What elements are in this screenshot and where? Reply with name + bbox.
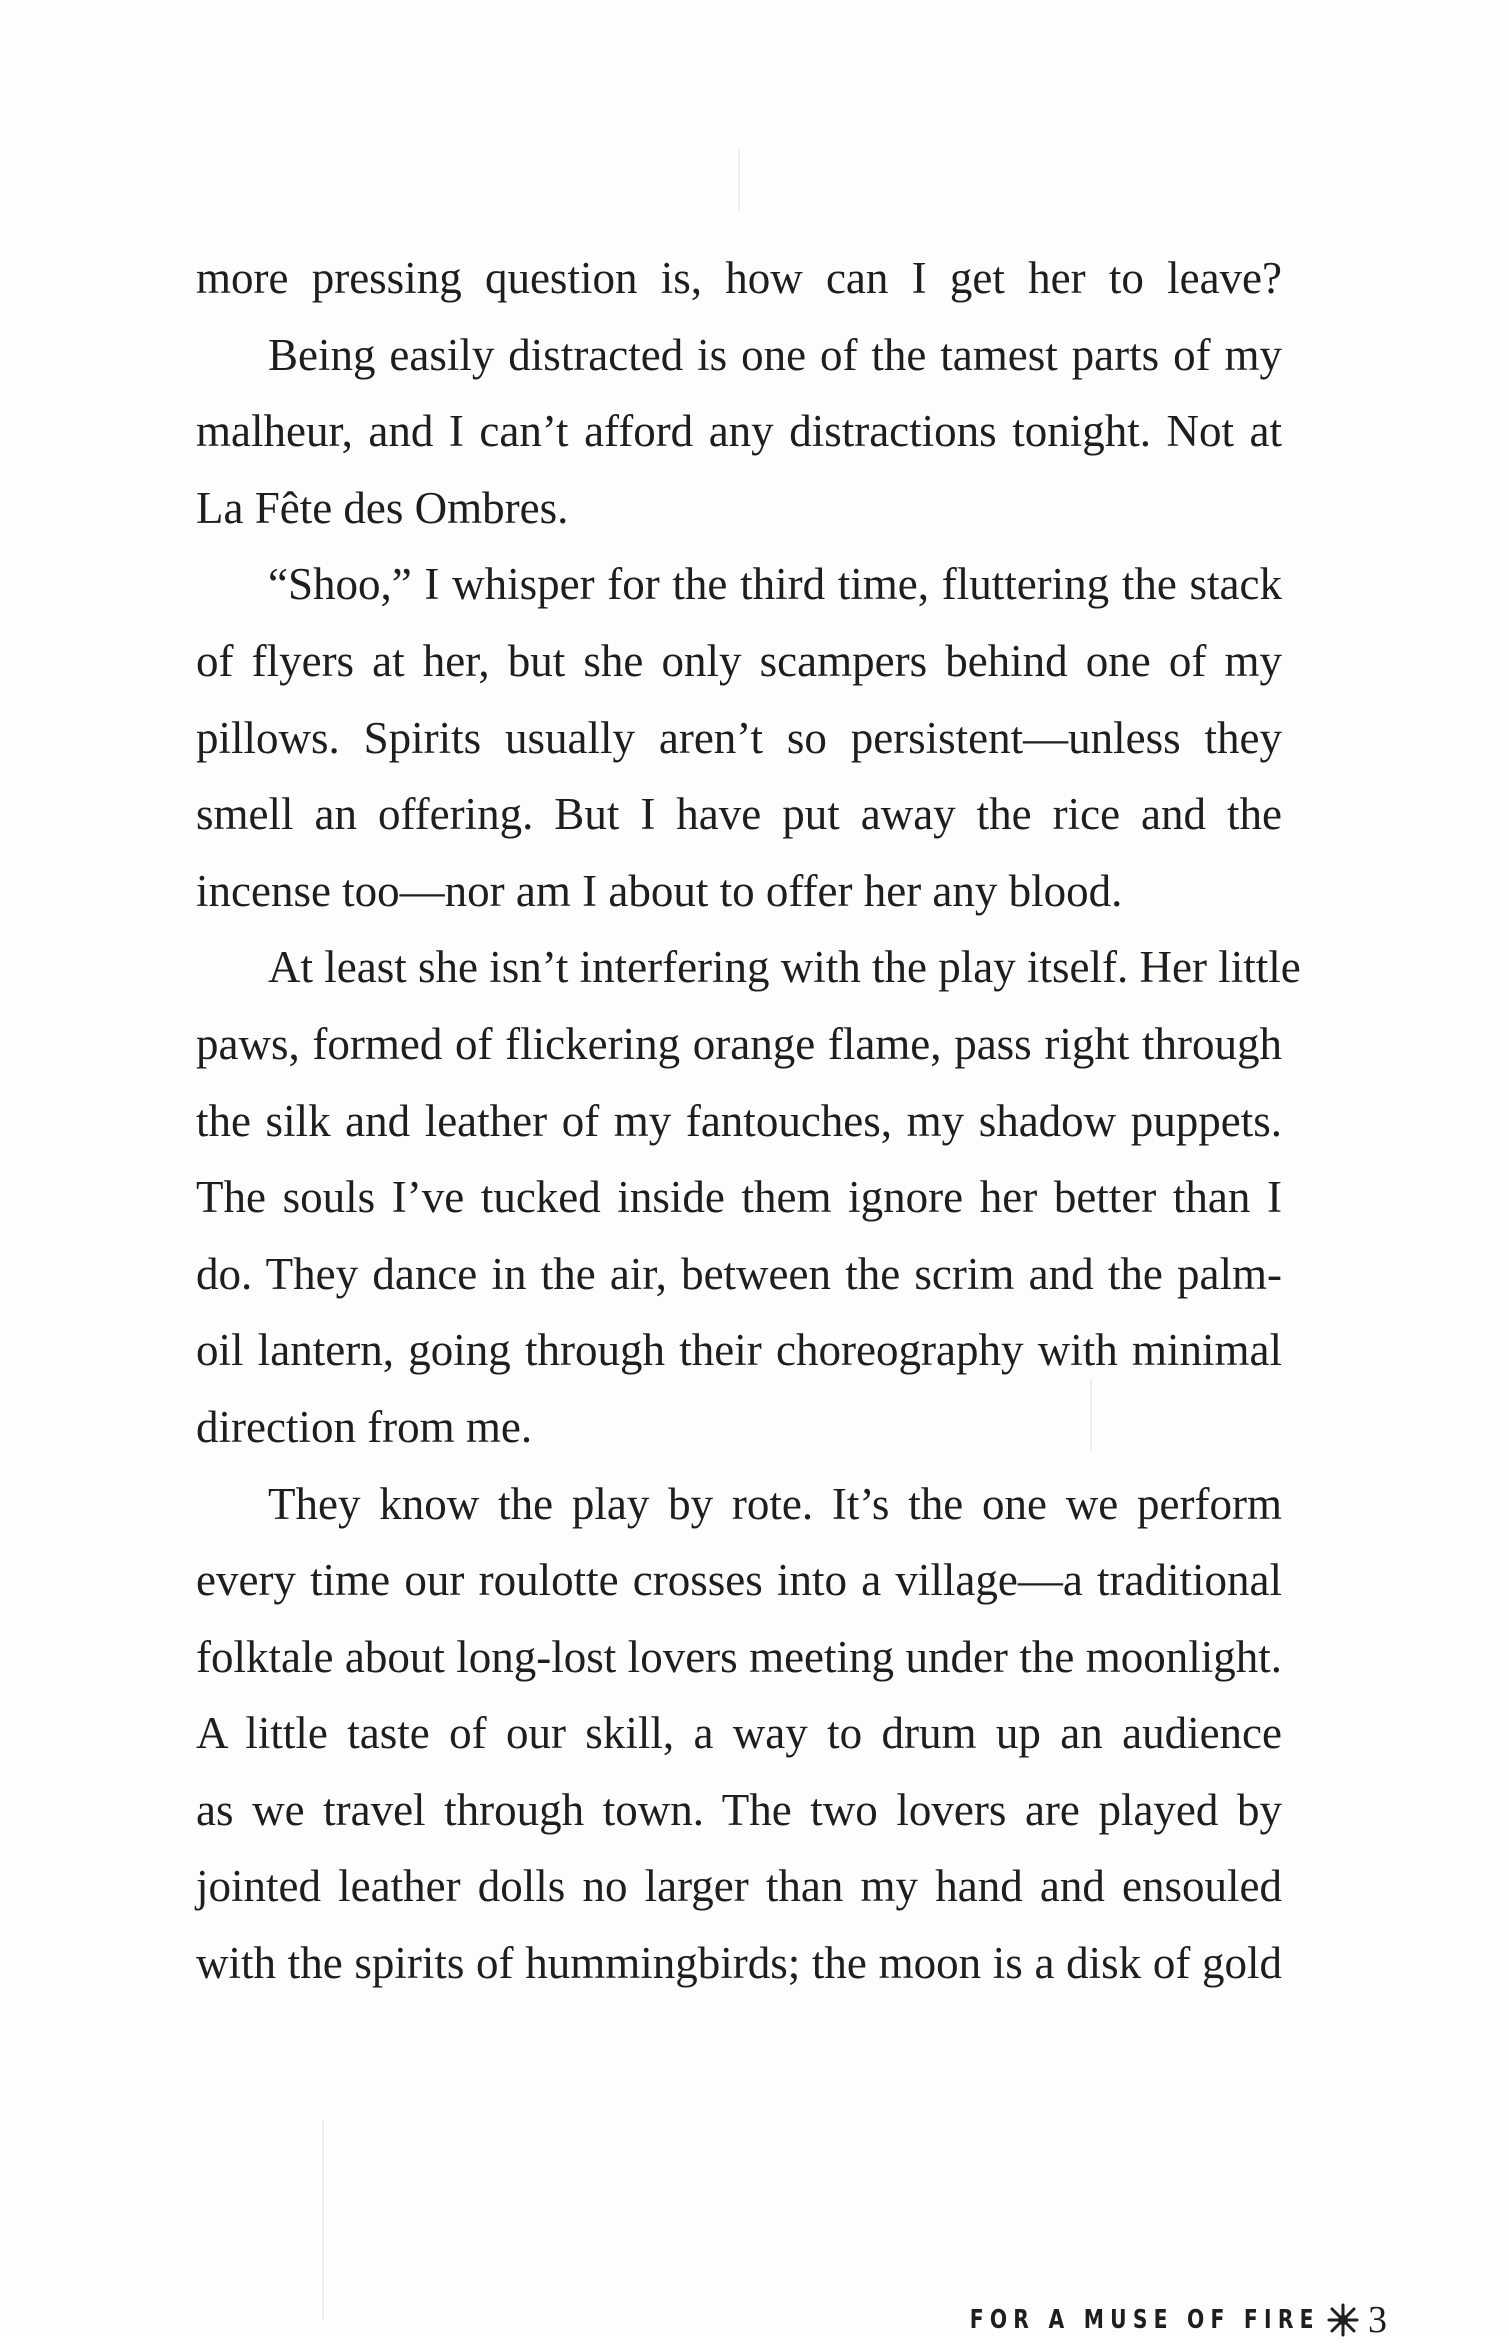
text-line: every time our roulotte crosses into a village—a traditional <box>196 1555 1282 1606</box>
text-line: incense too—nor am I about to offer her any blood. <box>196 865 1123 916</box>
text-line: of flyers at her, but she only scampers behind one of my <box>196 635 1282 686</box>
page-number: 3 <box>1368 2299 1387 2341</box>
text-line: A little taste of our skill, a way to drum up an audience <box>196 1708 1282 1759</box>
text-line: as we travel through town. The two lovers are played by <box>196 1784 1282 1835</box>
book-title: FOR A MUSE OF FIRE <box>969 2305 1320 2335</box>
running-footer <box>871 2300 1387 2340</box>
text-line: paws, formed of flickering orange flame, pass right through <box>196 1018 1282 1069</box>
scan-artifact <box>738 150 740 210</box>
text-line: folktale about long-lost lovers meeting under the moonlight. <box>196 1631 1282 1682</box>
text-line: “Shoo,” I whisper for the third time, fluttering the stack <box>268 559 1282 610</box>
flame-star-icon <box>1324 2301 1362 2339</box>
text-line: At least she isn’t interfering with the play itself. Her little <box>268 942 1301 993</box>
text-line: oil lantern, going through their choreography with minimal <box>196 1325 1282 1376</box>
text-line: jointed leather dolls no larger than my hand and ensouled <box>196 1861 1282 1912</box>
text-line: La Fête des Ombres. <box>196 482 569 533</box>
text-line: pillows. Spirits usually aren’t so persistent—unless they <box>196 712 1282 763</box>
text-line: with the spirits of hummingbirds; the moon is a disk of gold <box>196 1938 1282 1989</box>
body-text <box>196 240 1301 2002</box>
text-line: more pressing question is, how can I get her to leave? <box>196 253 1282 303</box>
text-line: Being easily distracted is one of the tamest parts of my <box>268 329 1282 380</box>
text-line: malheur, and I can’t afford any distractions tonight. Not at <box>196 406 1282 457</box>
text-line: direction from me. <box>196 1401 533 1452</box>
text-line: the silk and leather of my fantouches, my shadow puppets. <box>196 1095 1282 1146</box>
text-line: smell an offering. But I have put away the rice and the <box>196 789 1282 840</box>
scan-artifact <box>322 2120 324 2320</box>
text-line: They know the play by rote. It’s the one we perform <box>268 1478 1282 1529</box>
text-line: The souls I’ve tucked inside them ignore her better than I <box>196 1172 1282 1223</box>
text-line: do. They dance in the air, between the scrim and the palm- <box>196 1248 1282 1299</box>
